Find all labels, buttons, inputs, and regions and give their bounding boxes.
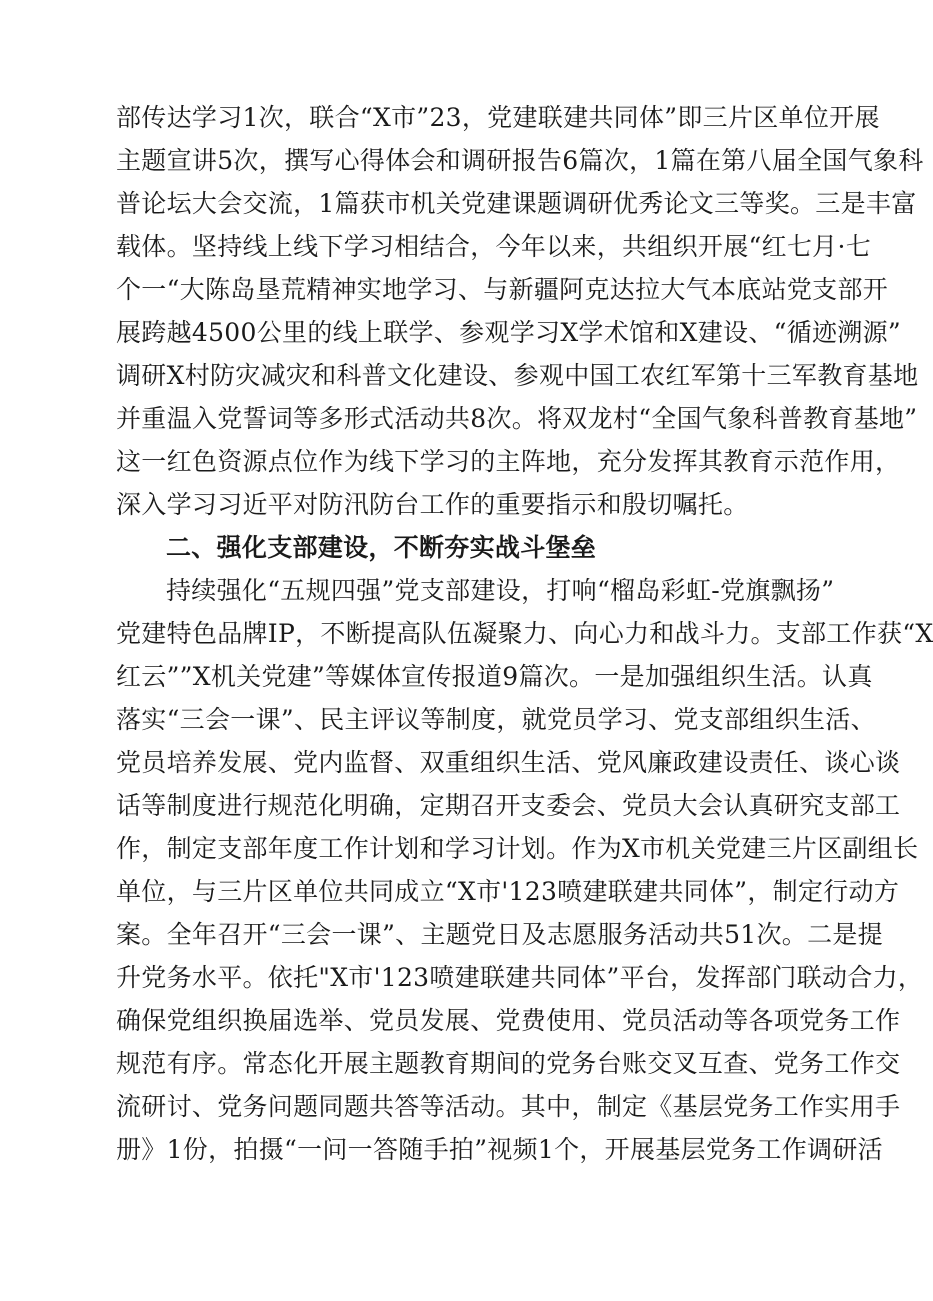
paragraph-line: 流研讨、党务问题同题共答等活动。其中，制定《基层党务工作实用手 (116, 1092, 901, 1121)
paragraph-line: 主题宣讲5次，撰写心得体会和调研报告6篇次，1篇在第八届全国气象科 (116, 146, 924, 175)
section-heading: 二、强化支部建设，不断夯实战斗堡垒 (166, 533, 597, 562)
paragraph-line: 红云””X机关党建”等媒体宣传报道9篇次。一是加强组织生活。认真 (116, 662, 873, 691)
paragraph-line: 规范有序。常态化开展主题教育期间的党务台账交叉互查、党务工作交 (116, 1049, 901, 1078)
paragraph-line: 话等制度进行规范化明确，定期召开支委会、党员大会认真研究支部工 (116, 791, 901, 820)
paragraph-line: 确保党组织换届选举、党员发展、党费使用、党员活动等各项党务工作 (116, 1006, 901, 1035)
paragraph-line: 载体。坚持线上线下学习相结合，今年以来，共组织开展“红七月·七 (116, 232, 872, 261)
paragraph-line: 册》1份，拍摄“一问一答随手拍”视频1个，开展基层党务工作调研活 (116, 1135, 883, 1164)
paragraph-line: 持续强化“五规四强”党支部建设，打响“榴岛彩虹-党旗飘扬” (166, 576, 835, 605)
paragraph-line: 普论坛大会交流，1篇获市机关党建课题调研优秀论文三等奖。三是丰富 (116, 189, 917, 218)
paragraph-line: 展跨越4500公里的线上联学、参观学习X学术馆和X建设、“循迹溯源” (116, 318, 901, 347)
paragraph-line: 并重温入党誓词等多形式活动共8次。将双龙村“全国气象科普教育基地” (116, 404, 918, 433)
paragraph-line: 落实“三会一课”、民主评议等制度，就党员学习、党支部组织生活、 (116, 705, 876, 734)
paragraph-line: 案。全年召开“三会一课”、主题党日及志愿服务活动共51次。二是提 (116, 920, 883, 949)
paragraph-line: 党建特色品牌IP，不断提高队伍凝聚力、向心力和战斗力。支部工作获“X (116, 619, 933, 648)
paragraph-line: 单位，与三片区单位共同成立“X市'123喷建联建共同体”，制定行动方 (116, 877, 900, 906)
paragraph-line: 升党务水平。依托"X市'123喷建联建共同体”平台，发挥部门联动合力， (116, 963, 924, 992)
paragraph-line: 作，制定支部年度工作计划和学习计划。作为X市机关党建三片区副组长 (116, 834, 919, 863)
paragraph-line: 个一“大陈岛垦荒精神实地学习、与新疆阿克达拉大气本底站党支部开 (116, 275, 889, 304)
paragraph-line: 部传达学习1次，联合“X市”23，党建联建共同体”即三片区单位开展 (116, 103, 880, 132)
paragraph-line: 党员培养发展、党内监督、双重组织生活、党风廉政建设责任、谈心谈 (116, 748, 901, 777)
paragraph-line: 深入学习习近平对防汛防台工作的重要指示和殷切嘱托。 (116, 490, 749, 519)
paragraph-line: 这一红色资源点位作为线下学习的主阵地，充分发挥其教育示范作用， (116, 447, 901, 476)
paragraph-line: 调研X村防灾减灾和科普文化建设、参观中国工农红军第十三军教育基地 (116, 361, 919, 390)
